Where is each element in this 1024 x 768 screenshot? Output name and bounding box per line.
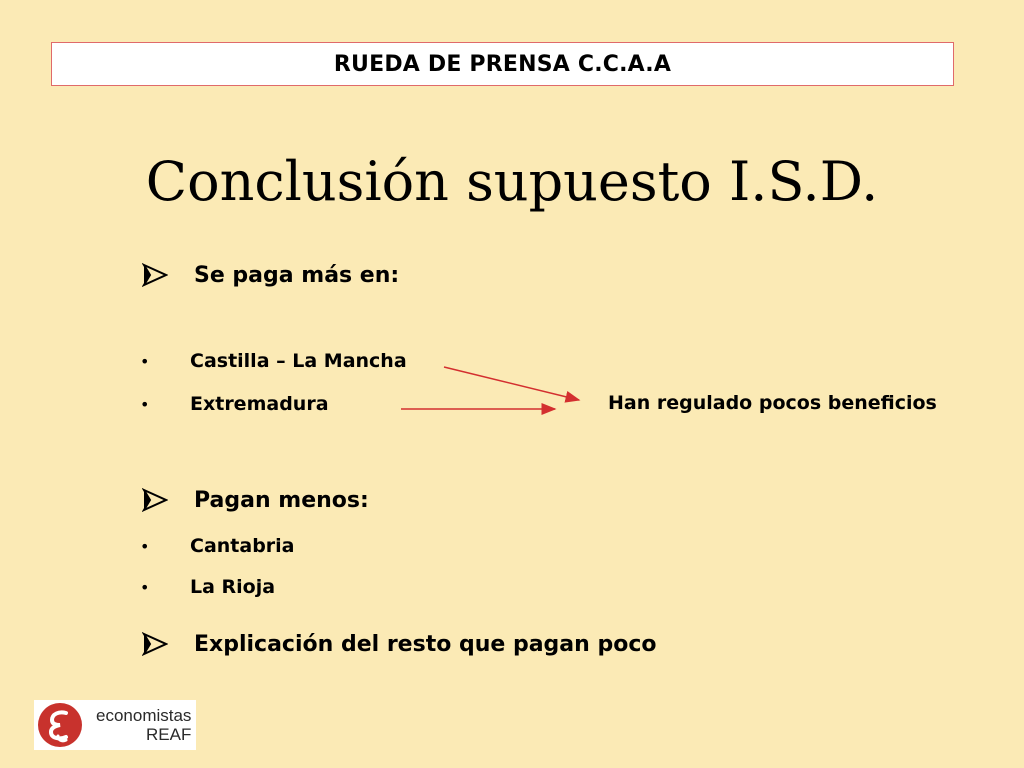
logo-text-reaf: REAF bbox=[146, 725, 192, 744]
section-heading-text: Pagan menos: bbox=[194, 487, 369, 513]
economistas-logo-icon bbox=[36, 702, 84, 748]
list-item-text: Extremadura bbox=[190, 393, 329, 415]
list-item bbox=[140, 393, 329, 415]
section-heading-pagan-menos bbox=[142, 487, 369, 513]
beneficios-note: Han regulado pocos beneficios bbox=[608, 392, 937, 414]
banner-title: RUEDA DE PRENSA C.C.A.A bbox=[333, 51, 672, 77]
arrow-bullet-icon bbox=[142, 487, 168, 513]
arrow-castilla bbox=[444, 367, 579, 400]
section-heading-text: Se paga más en: bbox=[194, 262, 400, 288]
list-item-text: Cantabria bbox=[190, 535, 295, 557]
header-banner bbox=[51, 42, 954, 86]
list-item bbox=[140, 576, 275, 598]
list-item-text: La Rioja bbox=[190, 576, 276, 598]
section-heading-explicacion bbox=[142, 631, 657, 657]
slide-title: Conclusión supuesto I.S.D. bbox=[145, 150, 879, 213]
list-item bbox=[140, 350, 407, 372]
logo-text-economistas: economistas bbox=[96, 706, 192, 725]
list-item-text: Castilla – La Mancha bbox=[190, 350, 407, 372]
bullet-dot: • bbox=[140, 351, 150, 371]
section-heading-text: Explicación del resto que pagan poco bbox=[194, 631, 657, 657]
economistas-logo bbox=[34, 700, 196, 750]
bullet-dot: • bbox=[140, 394, 150, 414]
arrow-bullet-icon bbox=[142, 262, 168, 288]
list-item bbox=[140, 535, 295, 557]
bullet-dot: • bbox=[140, 536, 150, 556]
section-heading-paga-mas bbox=[142, 262, 399, 288]
arrow-bullet-icon bbox=[142, 631, 168, 657]
bullet-dot: • bbox=[140, 577, 150, 597]
